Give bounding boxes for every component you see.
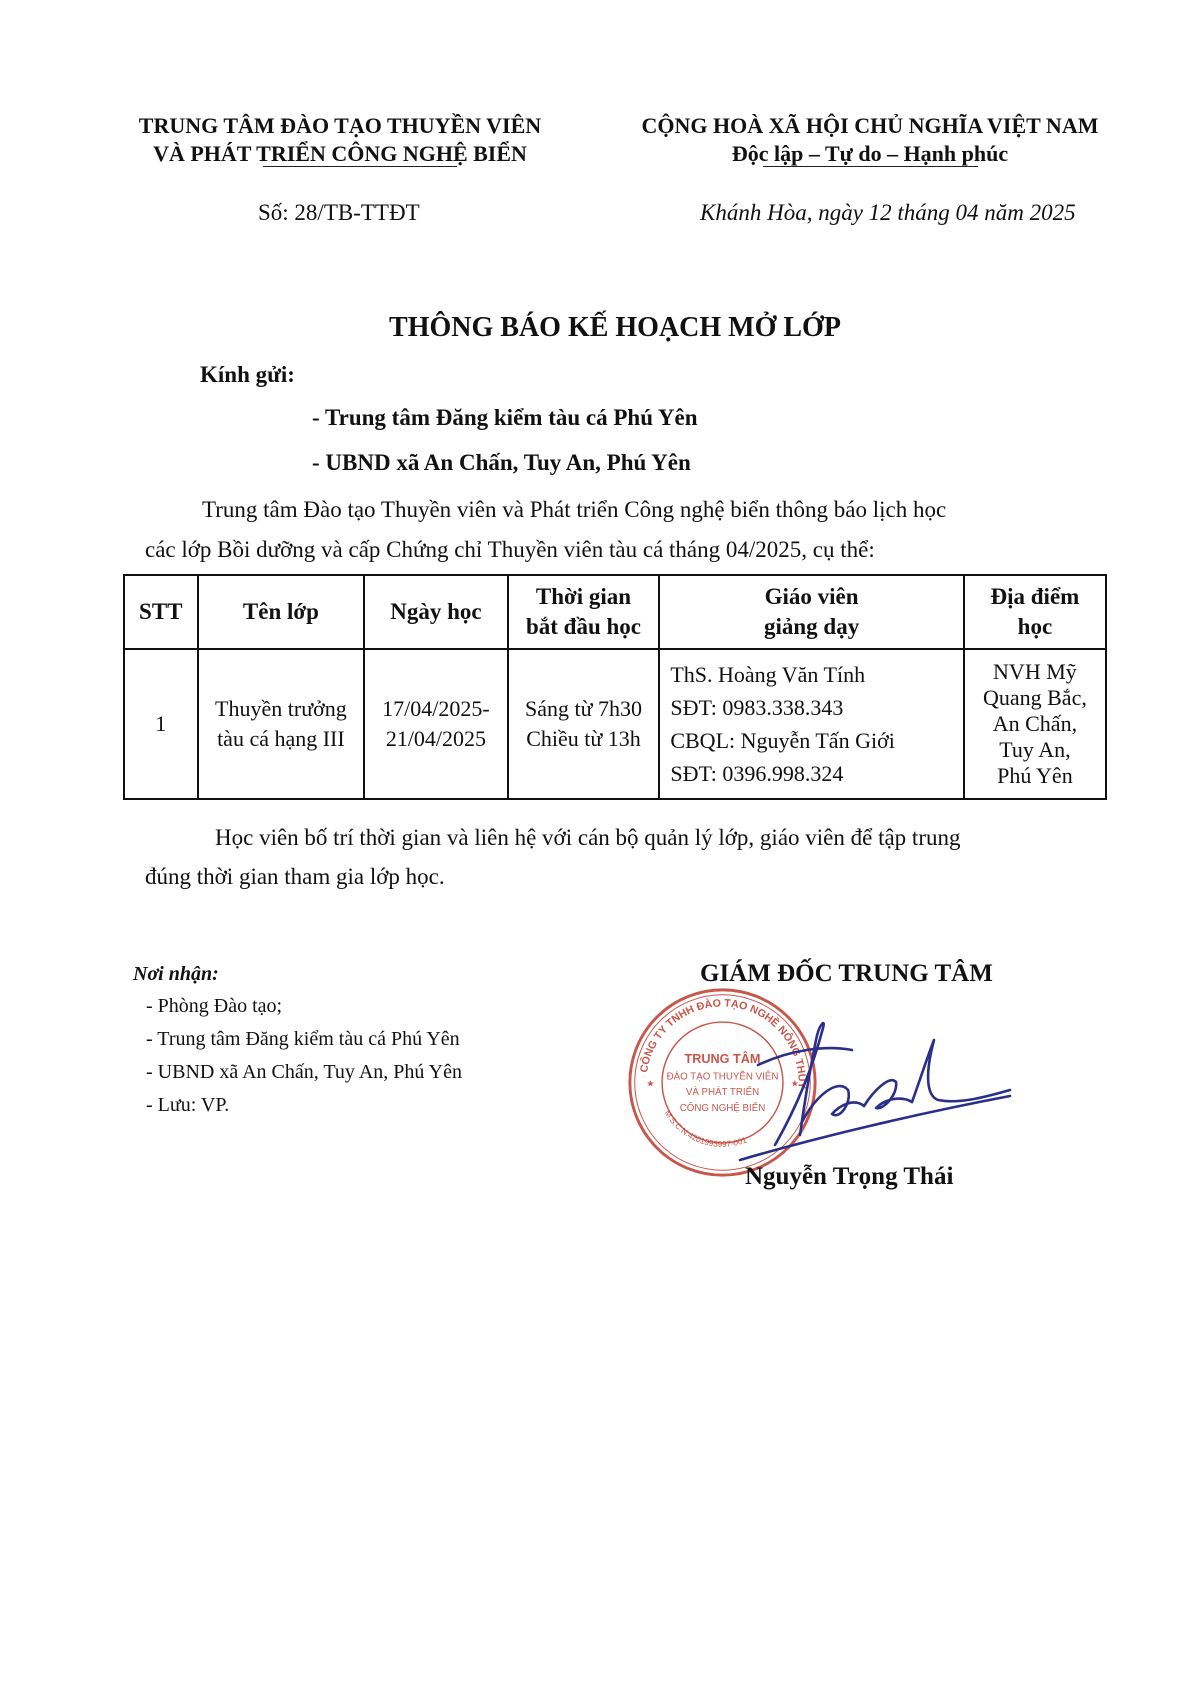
cell-start-time xyxy=(508,649,660,799)
header-teacher-line-1: Giáo viên xyxy=(764,584,859,609)
stamp-center-line-4: CÔNG NGHỆ BIỂN xyxy=(679,1102,766,1114)
header-date xyxy=(364,575,507,649)
header-location-line-2: học xyxy=(1017,614,1053,639)
table-row xyxy=(124,649,1106,799)
cell-stt: 1 xyxy=(124,649,198,799)
recipient-item: - Trung tâm Đăng kiểm tàu cá Phú Yên xyxy=(312,405,698,430)
header-stt: STT xyxy=(124,575,198,649)
stamp-code-text: M.S.C.N:4201993997-001 xyxy=(662,1108,749,1149)
date-line-2: 21/04/2025 xyxy=(385,726,487,751)
organization-line-2: VÀ PHÁT TRIỂN CÔNG NGHỆ BIỂN xyxy=(153,141,527,166)
intro-paragraph-line-1: Trung tâm Đào tạo Thuyền viên và Phát triển Công nghệ biển thông báo lịch học xyxy=(202,497,947,522)
stamp-center-line-2: ĐÀO TẠO THUYỀN VIÊN xyxy=(666,1071,779,1083)
cell-date xyxy=(364,649,507,799)
location-line-4: Tuy An, xyxy=(999,737,1071,762)
time-line-1: Sáng từ 7h30 xyxy=(524,696,642,721)
header-location-line-1: Địa điểm xyxy=(990,584,1080,609)
stamp-star-right: ★ xyxy=(790,1078,799,1089)
header-start-time-line-2: bắt đầu học xyxy=(525,614,641,639)
cell-class-name xyxy=(198,649,365,799)
cell-location xyxy=(964,649,1106,799)
organization-header xyxy=(110,112,570,168)
recipient-item: - UBND xã An Chấn, Tuy An, Phú Yên xyxy=(312,450,691,475)
place-and-date: Khánh Hòa, ngày 12 tháng 04 năm 2025 xyxy=(700,200,1076,225)
header-start-time xyxy=(508,575,660,649)
header-location xyxy=(964,575,1106,649)
class-name-line-1: Thuyền trưởng xyxy=(215,696,347,721)
class-schedule-table xyxy=(123,574,1107,800)
teacher-line-2: SĐT: 0983.338.343 xyxy=(670,695,844,720)
document-title: THÔNG BÁO KẾ HOẠCH MỞ LỚP xyxy=(389,312,841,343)
motto-underline xyxy=(763,166,978,167)
teacher-line-3: CBQL: Nguyễn Tấn Giới xyxy=(670,728,895,753)
stamp-star-left: ★ xyxy=(646,1078,655,1089)
receiver-item: - Lưu: VP. xyxy=(146,1094,230,1116)
header-class-name: Tên lớp xyxy=(198,575,365,649)
header-teacher xyxy=(659,575,964,649)
signer-name: Nguyễn Trọng Thái xyxy=(745,1163,954,1190)
receiver-item: - Phòng Đào tạo; xyxy=(146,995,283,1017)
closing-paragraph-line-1: Học viên bố trí thời gian và liên hệ với cán bộ quản lý lớp, giáo viên để tập trung xyxy=(215,825,961,850)
document-number: Số: 28/TB-TTĐT xyxy=(258,200,420,225)
teacher-line-1: ThS. Hoàng Văn Tính xyxy=(670,662,866,687)
nation-line-1: CỘNG HOÀ XÃ HỘI CHỦ NGHĨA VIỆT NAM xyxy=(641,113,1099,138)
handwritten-signature xyxy=(720,1010,1020,1170)
teacher-line-4: SĐT: 0396.998.324 xyxy=(670,761,844,786)
receivers-title: Nơi nhận: xyxy=(133,963,219,985)
signature-title: GIÁM ĐỐC TRUNG TÂM xyxy=(700,960,993,987)
organization-line-1: TRUNG TÂM ĐÀO TẠO THUYỀN VIÊN xyxy=(138,113,542,138)
nation-line-2: Độc lập – Tự do – Hạnh phúc xyxy=(731,141,1009,166)
location-line-1: NVH Mỹ xyxy=(993,659,1077,684)
organization-underline xyxy=(263,166,457,167)
location-line-2: Quang Bắc, xyxy=(982,685,1087,710)
receiver-item: - UBND xã An Chấn, Tuy An, Phú Yên xyxy=(146,1061,462,1083)
header-date-text: Ngày học xyxy=(390,599,482,624)
salutation: Kính gửi: xyxy=(200,362,295,387)
stamp-center-line-3: VÀ PHÁT TRIỂN xyxy=(685,1087,760,1099)
closing-paragraph-line-2: đúng thời gian tham gia lớp học. xyxy=(145,864,445,889)
class-name-line-2: tàu cá hạng III xyxy=(217,726,345,751)
stamp-center-line-1: TRUNG TÂM xyxy=(684,1052,761,1066)
header-start-time-line-1: Thời gian xyxy=(535,584,632,609)
location-line-3: An Chấn, xyxy=(992,711,1078,736)
location-line-5: Phú Yên xyxy=(997,763,1073,788)
national-motto-header xyxy=(600,112,1140,168)
time-line-2: Chiều từ 13h xyxy=(526,726,641,751)
intro-paragraph-line-2: các lớp Bồi dưỡng và cấp Chứng chỉ Thuyền viên tàu cá tháng 04/2025, cụ thể: xyxy=(145,537,875,562)
receiver-item: - Trung tâm Đăng kiểm tàu cá Phú Yên xyxy=(146,1028,460,1050)
date-line-1: 17/04/2025- xyxy=(382,696,490,721)
stamp-ring-text: CÔNG TY TNHH ĐÀO TẠO NGHỀ NÔNG THỦY xyxy=(638,997,808,1090)
cell-teacher xyxy=(659,649,964,799)
table-header-row xyxy=(124,575,1106,649)
header-teacher-line-2: giảng dạy xyxy=(763,614,860,639)
